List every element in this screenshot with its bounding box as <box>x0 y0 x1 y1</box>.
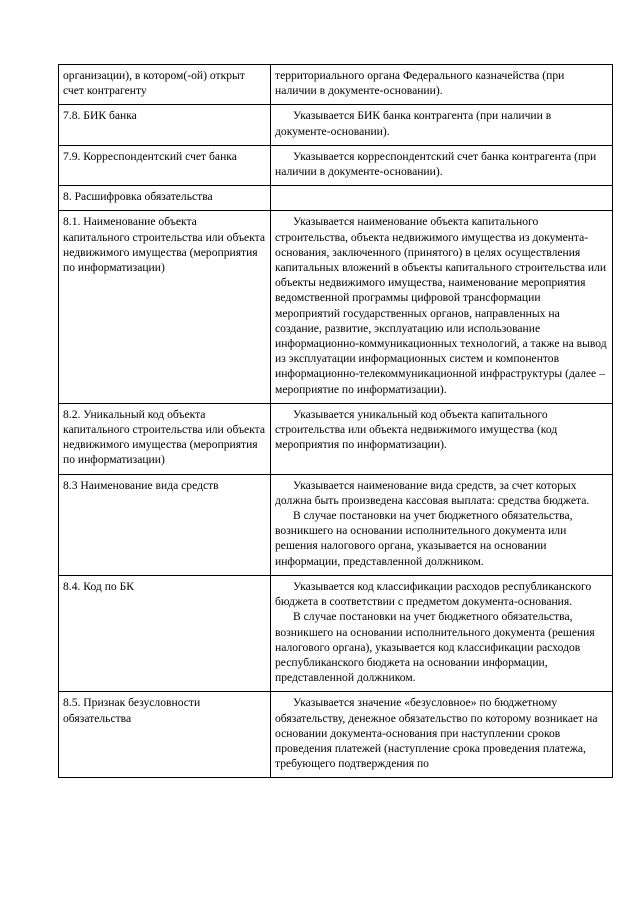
field-description-cell <box>271 145 613 185</box>
description-paragraph: Указывается уникальный код объекта капитального строительства или объекта недвижимого имущества (код мероприятия по информатизации). <box>275 407 558 452</box>
section-heading-cell <box>59 186 271 211</box>
field-name-text: 8.4. Код по БК <box>63 579 134 593</box>
field-name-text: организации), в котором(-ой) открыт счет контрагенту <box>63 69 245 98</box>
field-name-cell <box>59 474 271 575</box>
description-paragraph: Указывается наименование вида средств, за счет которых должна быть произведена кассовая выплата: средства бюджета. <box>275 478 590 507</box>
field-name-text: 7.8. БИК банка <box>63 109 137 123</box>
field-description-cell <box>271 105 613 145</box>
table-row <box>59 692 613 778</box>
description-paragraph: территориального органа Федерального казначейства (при наличии в документе-основании). <box>275 69 565 98</box>
field-name-cell <box>59 403 271 474</box>
field-name-text: 7.9. Корреспондентский счет банка <box>63 149 237 163</box>
field-name-text: 8.5. Признак безусловности обязательства <box>63 696 201 725</box>
field-description-cell <box>271 692 613 778</box>
empty-cell <box>271 186 613 211</box>
table-row <box>59 211 613 403</box>
field-description-cell <box>271 403 613 474</box>
field-name-cell <box>59 692 271 778</box>
field-name-cell <box>59 105 271 145</box>
field-description-cell <box>271 474 613 575</box>
field-name-text: 8.3 Наименование вида средств <box>63 478 219 492</box>
description-paragraph: Указывается наименование объекта капитального строительства, объекта недвижимого имущества из документа-основания, заключенного (принятого) в целях осуществления капитальных вложений в объекты капитального строительства или объекты недвижимого имущества, наименование мероприятия ведомственной программы цифровой трансформации мероприятий государственных органов, направленных на создание, развитие, эксплуатацию или использование информационно-коммуникационных технологий, а также на вывод из эксплуатации информационных систем и компонентов информационно-телекоммуникационной инфраструктуры (далее – мероприятие по информатизации). <box>275 215 607 396</box>
table-row <box>59 105 613 145</box>
field-description-cell <box>271 65 613 105</box>
field-description-cell <box>271 211 613 403</box>
description-paragraph: Указывается значение «безусловное» по бюджетному обязательству, денежное обязательство по которому возникает на основании документа-основания при наступлении сроков проведения платежей (наступление срока проведения платежа, требующего подтверждения по <box>275 696 598 771</box>
field-name-text: 8.1. Наименование объекта капитального строительства или объекта недвижимого имущества (мероприятия по информатизации) <box>63 215 266 275</box>
field-name-cell <box>59 575 271 691</box>
description-paragraph: Указывается корреспондентский счет банка контрагента (при наличии в документе-основании). <box>275 149 597 179</box>
description-paragraph: Указывается код классификации расходов республиканского бюджета в соответствии с предметом документа-основания. <box>275 579 592 609</box>
field-name-cell <box>59 211 271 403</box>
table-row <box>59 474 613 575</box>
section-heading-text: 8. Расшифровка обязательства <box>63 190 213 204</box>
table-row <box>59 186 613 211</box>
table-row <box>59 403 613 474</box>
field-description-cell <box>271 575 613 691</box>
field-name-cell <box>59 145 271 185</box>
document-table <box>58 64 613 778</box>
field-name-cell <box>59 65 271 105</box>
description-paragraph: В случае постановки на учет бюджетного обязательства, возникшего на основании исполнительного документа (решения налогового органа), указывается код классификации расходов республиканского бюджета на основании информации, представленной должником. <box>275 610 595 685</box>
table-row <box>59 575 613 691</box>
description-paragraph: Указывается БИК банка контрагента (при наличии в документе-основании). <box>275 109 552 138</box>
table-row <box>59 145 613 185</box>
field-name-text: 8.2. Уникальный код объекта капитального строительства или объекта недвижимого имущества (мероприятия по информатизации) <box>63 407 266 467</box>
description-paragraph: В случае постановки на учет бюджетного обязательства, возникшего на основании исполнительного документа или решения налогового органа, указывается на основании информации, представленной должником. <box>275 509 573 568</box>
table-row <box>59 65 613 105</box>
